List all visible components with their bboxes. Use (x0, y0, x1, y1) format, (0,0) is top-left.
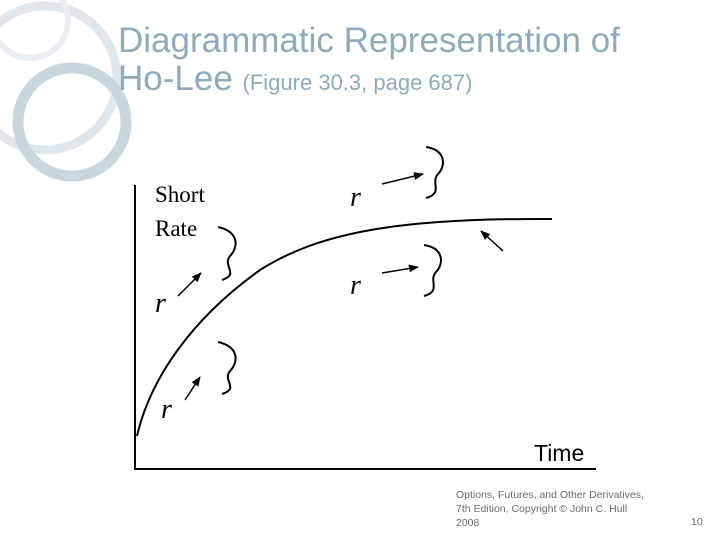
rate-symbol-top: r (350, 182, 361, 213)
y-axis-label-rate: Rate (155, 216, 198, 241)
footer-line-1: Options, Futures, and Other Derivatives, (456, 489, 644, 501)
rate-symbol-bottom: r (161, 394, 172, 425)
title-figure-reference: (Figure 30.3, page 687) (242, 70, 473, 95)
rate-symbol-left: r (155, 288, 166, 319)
arrow-to-curve (481, 231, 503, 251)
arrow-bottom (185, 377, 200, 400)
distribution-mid (424, 245, 441, 296)
distribution-bottom (218, 342, 236, 394)
distribution-left (218, 227, 236, 280)
page-number: 10 (691, 516, 703, 528)
arrow-mid (382, 267, 418, 273)
arrow-left (178, 273, 201, 296)
x-axis-label-time: Time (534, 440, 585, 466)
copyright-footer (456, 488, 676, 530)
footer-line-3: 2008 (456, 517, 480, 529)
y-axis-label-short: Short (155, 182, 205, 207)
rate-path-curve (137, 219, 552, 436)
title-line-1: Diagrammatic Representation of (118, 21, 620, 60)
rate-symbol-mid: r (350, 270, 361, 301)
title-model-name: Ho-Lee (118, 59, 233, 98)
footer-line-2: 7th Edition, Copyright © John C. Hull (456, 503, 628, 515)
arrow-top (382, 174, 423, 184)
distribution-top (426, 147, 443, 198)
